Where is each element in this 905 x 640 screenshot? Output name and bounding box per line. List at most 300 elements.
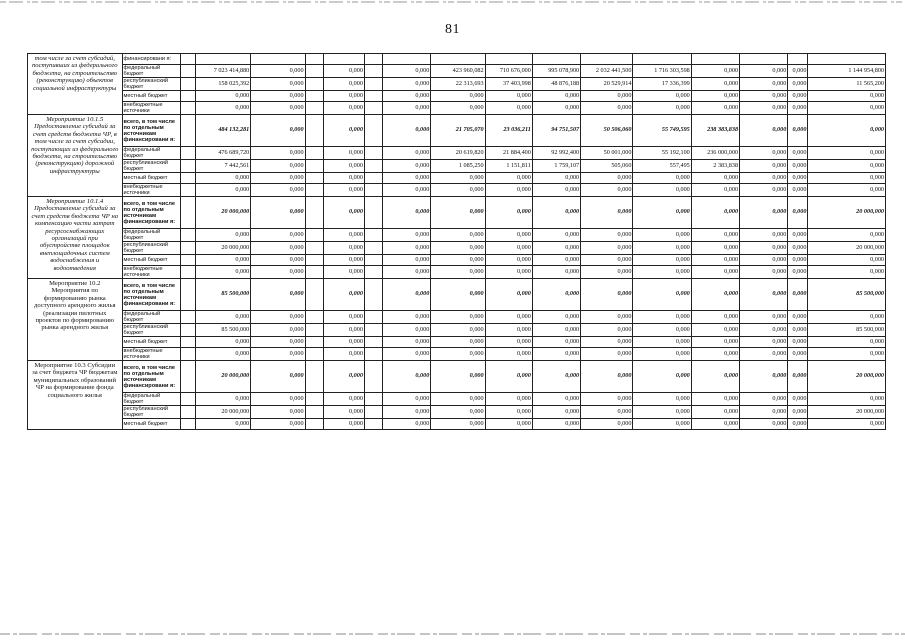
amount-cell: 0,000	[808, 266, 886, 279]
empty-cell	[364, 361, 382, 393]
funding-source: республиканский бюджет	[122, 78, 180, 91]
table-row	[28, 242, 886, 255]
amount-cell: 0,000	[691, 184, 739, 197]
amount-cell: 0,000	[740, 147, 788, 160]
empty-cell	[180, 419, 195, 430]
amount-cell: 0,000	[195, 393, 250, 406]
amount-cell: 0,000	[581, 348, 633, 361]
amount-cell: 0,000	[788, 173, 808, 184]
empty-cell	[305, 419, 323, 430]
amount-cell: 0,000	[788, 406, 808, 419]
amount-cell: 0,000	[808, 255, 886, 266]
amount-cell: 0,000	[431, 197, 485, 229]
amount-cell: 0,000	[581, 229, 633, 242]
financing-table	[27, 53, 886, 430]
amount-cell: 0,000	[788, 348, 808, 361]
amount-cell: 0,000	[251, 78, 305, 91]
amount-cell: 0,000	[431, 266, 485, 279]
amount-cell: 20 000,000	[808, 361, 886, 393]
amount-cell: 0,000	[251, 102, 305, 115]
amount-cell: 0,000	[532, 406, 580, 419]
amount-cell: 0,000	[195, 173, 250, 184]
funding-source: федеральный бюджет	[122, 65, 180, 78]
empty-cell	[305, 266, 323, 279]
amount-cell: 0,000	[808, 173, 886, 184]
amount-cell: 0,000	[532, 266, 580, 279]
amount-cell: 0,000	[485, 337, 532, 348]
amount-cell	[485, 54, 532, 65]
empty-cell	[180, 115, 195, 147]
amount-cell: 0,000	[740, 255, 788, 266]
amount-cell: 0,000	[383, 197, 431, 229]
empty-cell	[180, 65, 195, 78]
amount-cell: 0,000	[323, 266, 364, 279]
amount-cell	[323, 54, 364, 65]
amount-cell	[691, 54, 739, 65]
amount-cell: 0,000	[788, 197, 808, 229]
amount-cell: 0,000	[323, 242, 364, 255]
amount-cell: 0,000	[251, 348, 305, 361]
amount-cell: 0,000	[740, 324, 788, 337]
amount-cell: 0,000	[383, 78, 431, 91]
empty-cell	[364, 78, 382, 91]
amount-cell: 0,000	[788, 78, 808, 91]
amount-cell: 0,000	[251, 147, 305, 160]
amount-cell: 0,000	[431, 229, 485, 242]
amount-cell: 0,000	[691, 311, 739, 324]
empty-cell	[364, 406, 382, 419]
amount-cell: 0,000	[323, 173, 364, 184]
funding-source: федеральный бюджет	[122, 229, 180, 242]
amount-cell: 0,000	[808, 348, 886, 361]
empty-cell	[180, 337, 195, 348]
table-body	[28, 54, 886, 430]
amount-cell: 0,000	[532, 393, 580, 406]
amount-cell: 0,000	[383, 91, 431, 102]
amount-cell	[581, 54, 633, 65]
table-row	[28, 160, 886, 173]
amount-cell: 0,000	[740, 337, 788, 348]
amount-cell: 0,000	[485, 324, 532, 337]
amount-cell: 0,000	[323, 197, 364, 229]
amount-cell: 7 442,561	[195, 160, 250, 173]
amount-cell: 0,000	[195, 419, 250, 430]
amount-cell: 0,000	[323, 311, 364, 324]
amount-cell: 0,000	[251, 115, 305, 147]
amount-cell: 158 025,392	[195, 78, 250, 91]
amount-cell: 0,000	[633, 348, 691, 361]
measure-name: том числе за счет субсидий, поступивших из федерального бюджета, на строительство (реконструкцию) объектов социальной инфраструктуры	[28, 54, 123, 115]
amount-cell: 0,000	[788, 419, 808, 430]
empty-cell	[364, 65, 382, 78]
amount-cell: 0,000	[532, 311, 580, 324]
amount-cell: 85 500,000	[808, 279, 886, 311]
empty-cell	[305, 229, 323, 242]
amount-cell: 0,000	[808, 337, 886, 348]
amount-cell: 0,000	[251, 65, 305, 78]
amount-cell: 0,000	[532, 348, 580, 361]
amount-cell: 0,000	[740, 311, 788, 324]
amount-cell: 0,000	[740, 78, 788, 91]
amount-cell: 0,000	[251, 406, 305, 419]
funding-source: всего, в том числе по отдельным источникам финансировани я:	[122, 361, 180, 393]
amount-cell: 0,000	[251, 255, 305, 266]
empty-cell	[364, 279, 382, 311]
amount-cell: 0,000	[691, 102, 739, 115]
amount-cell: 85 500,000	[808, 324, 886, 337]
empty-cell	[180, 78, 195, 91]
amount-cell: 20 000,000	[808, 242, 886, 255]
amount-cell: 0,000	[383, 160, 431, 173]
funding-source: местный бюджет	[122, 91, 180, 102]
table-row	[28, 255, 886, 266]
amount-cell	[740, 54, 788, 65]
amount-cell: 0,000	[251, 419, 305, 430]
amount-cell: 0,000	[788, 266, 808, 279]
amount-cell: 0,000	[485, 279, 532, 311]
amount-cell: 0,000	[383, 406, 431, 419]
empty-cell	[180, 184, 195, 197]
amount-cell: 50 001,000	[581, 147, 633, 160]
amount-cell: 1 151,811	[485, 160, 532, 173]
amount-cell: 0,000	[195, 311, 250, 324]
empty-cell	[364, 173, 382, 184]
amount-cell: 0,000	[431, 324, 485, 337]
measure-name: Мероприятие 10.3 Субсидии за счет бюджета ЧР бюджетам муниципальных образований ЧР на формирование фонда социального жилья	[28, 361, 123, 430]
amount-cell: 0,000	[740, 115, 788, 147]
empty-cell	[180, 393, 195, 406]
amount-cell: 0,000	[323, 279, 364, 311]
measure-name: Мероприятие 10.2 Мероприятия по формированию рынка доступного арендного жилья (реализация пилотных проектов по формированию рынка арендного жилья	[28, 279, 123, 361]
empty-cell	[364, 324, 382, 337]
amount-cell: 0,000	[383, 348, 431, 361]
empty-cell	[180, 348, 195, 361]
amount-cell: 0,000	[431, 255, 485, 266]
empty-cell	[364, 102, 382, 115]
empty-cell	[180, 324, 195, 337]
amount-cell: 0,000	[691, 361, 739, 393]
amount-cell: 0,000	[633, 91, 691, 102]
funding-source: внебюджетные источники	[122, 184, 180, 197]
amount-cell: 22 313,693	[431, 78, 485, 91]
amount-cell: 17 336,399	[633, 78, 691, 91]
empty-cell	[305, 173, 323, 184]
amount-cell: 48 876,188	[532, 78, 580, 91]
empty-cell	[364, 147, 382, 160]
amount-cell: 1 716 303,598	[633, 65, 691, 78]
amount-cell: 0,000	[195, 337, 250, 348]
amount-cell: 0,000	[431, 311, 485, 324]
table-row	[28, 54, 886, 65]
amount-cell: 423 960,082	[431, 65, 485, 78]
amount-cell: 0,000	[323, 348, 364, 361]
empty-cell	[305, 78, 323, 91]
amount-cell: 995 078,900	[532, 65, 580, 78]
amount-cell: 21 884,400	[485, 147, 532, 160]
empty-cell	[180, 361, 195, 393]
amount-cell: 0,000	[740, 419, 788, 430]
amount-cell: 0,000	[788, 361, 808, 393]
amount-cell: 0,000	[581, 279, 633, 311]
scan-noise-bottom	[0, 630, 905, 638]
amount-cell: 0,000	[532, 361, 580, 393]
amount-cell: 0,000	[788, 393, 808, 406]
amount-cell: 0,000	[251, 184, 305, 197]
amount-cell: 0,000	[581, 419, 633, 430]
table-row	[28, 184, 886, 197]
amount-cell: 0,000	[383, 266, 431, 279]
amount-cell: 0,000	[740, 229, 788, 242]
amount-cell: 0,000	[788, 242, 808, 255]
amount-cell: 0,000	[195, 229, 250, 242]
empty-cell	[305, 242, 323, 255]
table-row	[28, 361, 886, 393]
table-row	[28, 78, 886, 91]
amount-cell: 0,000	[383, 65, 431, 78]
amount-cell: 0,000	[485, 229, 532, 242]
table-row	[28, 266, 886, 279]
funding-source: местный бюджет	[122, 173, 180, 184]
amount-cell: 0,000	[581, 337, 633, 348]
amount-cell: 20 000,000	[195, 242, 250, 255]
amount-cell: 0,000	[195, 266, 250, 279]
amount-cell: 0,000	[740, 279, 788, 311]
amount-cell: 0,000	[532, 91, 580, 102]
measure-name: Мероприятие 10.1.5 Предоставление субсидий за счет средств бюджета ЧР, в том числе за счет субсидии, поступающих из федерального бюджета, на строительство (реконструкцию) дорожной инфраструктуры	[28, 115, 123, 197]
funding-source: местный бюджет	[122, 419, 180, 430]
amount-cell: 20 000,000	[808, 197, 886, 229]
amount-cell: 0,000	[691, 279, 739, 311]
empty-cell	[364, 348, 382, 361]
amount-cell: 0,000	[532, 279, 580, 311]
amount-cell: 0,000	[808, 115, 886, 147]
amount-cell: 0,000	[740, 348, 788, 361]
amount-cell: 21 705,070	[431, 115, 485, 147]
amount-cell: 505,060	[581, 160, 633, 173]
table-row	[28, 324, 886, 337]
amount-cell: 23 036,211	[485, 115, 532, 147]
table-row	[28, 348, 886, 361]
amount-cell: 0,000	[633, 197, 691, 229]
amount-cell: 2 383,838	[691, 160, 739, 173]
empty-cell	[364, 229, 382, 242]
amount-cell: 0,000	[532, 337, 580, 348]
amount-cell: 0,000	[485, 348, 532, 361]
funding-source: внебюджетные источники	[122, 102, 180, 115]
amount-cell: 0,000	[788, 311, 808, 324]
amount-cell: 236 000,000	[691, 147, 739, 160]
amount-cell: 0,000	[691, 91, 739, 102]
empty-cell	[180, 242, 195, 255]
amount-cell: 0,000	[431, 393, 485, 406]
amount-cell: 0,000	[740, 65, 788, 78]
amount-cell: 0,000	[691, 419, 739, 430]
funding-source: федеральный бюджет	[122, 393, 180, 406]
amount-cell	[383, 54, 431, 65]
amount-cell: 0,000	[323, 337, 364, 348]
empty-cell	[180, 279, 195, 311]
amount-cell: 0,000	[532, 229, 580, 242]
amount-cell: 20 000,000	[195, 197, 250, 229]
scan-noise-top	[0, 0, 905, 6]
amount-cell: 0,000	[485, 266, 532, 279]
amount-cell: 0,000	[691, 78, 739, 91]
amount-cell: 0,000	[808, 147, 886, 160]
amount-cell: 0,000	[691, 197, 739, 229]
empty-cell	[305, 102, 323, 115]
amount-cell	[431, 54, 485, 65]
empty-cell	[305, 91, 323, 102]
table-row	[28, 393, 886, 406]
amount-cell: 11 565,200	[808, 78, 886, 91]
empty-cell	[305, 197, 323, 229]
amount-cell: 0,000	[485, 184, 532, 197]
table-row	[28, 115, 886, 147]
funding-source: республиканский бюджет	[122, 406, 180, 419]
amount-cell: 0,000	[633, 184, 691, 197]
amount-cell: 0,000	[691, 393, 739, 406]
amount-cell: 0,000	[808, 393, 886, 406]
amount-cell: 0,000	[691, 348, 739, 361]
empty-cell	[364, 266, 382, 279]
amount-cell: 92 992,400	[532, 147, 580, 160]
empty-cell	[305, 65, 323, 78]
amount-cell: 0,000	[788, 65, 808, 78]
amount-cell: 0,000	[431, 419, 485, 430]
amount-cell: 0,000	[431, 184, 485, 197]
amount-cell: 0,000	[485, 173, 532, 184]
empty-cell	[305, 54, 323, 65]
amount-cell: 55 192,100	[633, 147, 691, 160]
amount-cell: 0,000	[740, 266, 788, 279]
amount-cell: 1 759,107	[532, 160, 580, 173]
table-row	[28, 173, 886, 184]
amount-cell: 0,000	[633, 361, 691, 393]
empty-cell	[364, 184, 382, 197]
amount-cell: 0,000	[251, 160, 305, 173]
table-row	[28, 197, 886, 229]
amount-cell: 0,000	[691, 406, 739, 419]
empty-cell	[305, 255, 323, 266]
amount-cell: 0,000	[323, 229, 364, 242]
funding-source: внебюджетные источники	[122, 348, 180, 361]
amount-cell: 0,000	[383, 324, 431, 337]
amount-cell: 0,000	[431, 91, 485, 102]
amount-cell: 0,000	[383, 419, 431, 430]
amount-cell: 0,000	[808, 311, 886, 324]
amount-cell: 0,000	[740, 173, 788, 184]
amount-cell: 710 676,000	[485, 65, 532, 78]
table-row	[28, 337, 886, 348]
amount-cell: 0,000	[691, 255, 739, 266]
empty-cell	[364, 160, 382, 173]
amount-cell: 0,000	[581, 393, 633, 406]
amount-cell: 0,000	[633, 393, 691, 406]
table-row	[28, 311, 886, 324]
amount-cell: 0,000	[431, 102, 485, 115]
amount-cell: 85 500,000	[195, 279, 250, 311]
amount-cell: 0,000	[808, 184, 886, 197]
empty-cell	[364, 255, 382, 266]
amount-cell: 0,000	[323, 78, 364, 91]
amount-cell: 0,000	[251, 393, 305, 406]
amount-cell: 0,000	[485, 255, 532, 266]
empty-cell	[305, 337, 323, 348]
amount-cell: 0,000	[740, 406, 788, 419]
amount-cell: 0,000	[195, 255, 250, 266]
amount-cell: 0,000	[532, 173, 580, 184]
amount-cell: 0,000	[383, 102, 431, 115]
amount-cell: 0,000	[633, 173, 691, 184]
amount-cell: 0,000	[808, 229, 886, 242]
amount-cell: 0,000	[691, 229, 739, 242]
table-row	[28, 419, 886, 430]
amount-cell: 0,000	[691, 337, 739, 348]
empty-cell	[364, 54, 382, 65]
empty-cell	[305, 160, 323, 173]
table-row	[28, 102, 886, 115]
amount-cell: 0,000	[251, 173, 305, 184]
amount-cell: 0,000	[691, 266, 739, 279]
amount-cell: 0,000	[788, 102, 808, 115]
amount-cell: 0,000	[323, 115, 364, 147]
table-row	[28, 65, 886, 78]
funding-source: всего, в том числе по отдельным источникам финансировани я:	[122, 197, 180, 229]
amount-cell: 0,000	[633, 242, 691, 255]
amount-cell: 0,000	[633, 406, 691, 419]
empty-cell	[364, 242, 382, 255]
amount-cell: 0,000	[485, 406, 532, 419]
amount-cell: 0,000	[485, 393, 532, 406]
amount-cell: 0,000	[581, 197, 633, 229]
amount-cell	[788, 54, 808, 65]
amount-cell: 0,000	[485, 242, 532, 255]
empty-cell	[180, 102, 195, 115]
amount-cell: 0,000	[633, 255, 691, 266]
amount-cell: 0,000	[691, 242, 739, 255]
amount-cell: 0,000	[323, 324, 364, 337]
amount-cell: 0,000	[532, 102, 580, 115]
amount-cell: 1 144 954,800	[808, 65, 886, 78]
amount-cell: 0,000	[581, 91, 633, 102]
funding-source: всего, в том числе по отдельным источникам финансировани я:	[122, 279, 180, 311]
amount-cell: 0,000	[323, 393, 364, 406]
amount-cell: 0,000	[323, 160, 364, 173]
amount-cell: 0,000	[808, 102, 886, 115]
empty-cell	[364, 419, 382, 430]
amount-cell: 2 032 441,500	[581, 65, 633, 78]
amount-cell: 0,000	[633, 266, 691, 279]
amount-cell: 0,000	[532, 324, 580, 337]
amount-cell: 0,000	[485, 311, 532, 324]
amount-cell: 0,000	[581, 361, 633, 393]
amount-cell: 0,000	[581, 266, 633, 279]
empty-cell	[364, 311, 382, 324]
amount-cell: 0,000	[691, 65, 739, 78]
amount-cell	[808, 54, 886, 65]
empty-cell	[305, 406, 323, 419]
page-number: 81	[445, 22, 460, 37]
amount-cell: 0,000	[740, 361, 788, 393]
amount-cell: 0,000	[808, 419, 886, 430]
amount-cell: 0,000	[323, 91, 364, 102]
amount-cell: 0,000	[323, 102, 364, 115]
empty-cell	[180, 406, 195, 419]
amount-cell: 0,000	[633, 311, 691, 324]
amount-cell: 0,000	[323, 406, 364, 419]
empty-cell	[180, 311, 195, 324]
amount-cell: 0,000	[383, 173, 431, 184]
